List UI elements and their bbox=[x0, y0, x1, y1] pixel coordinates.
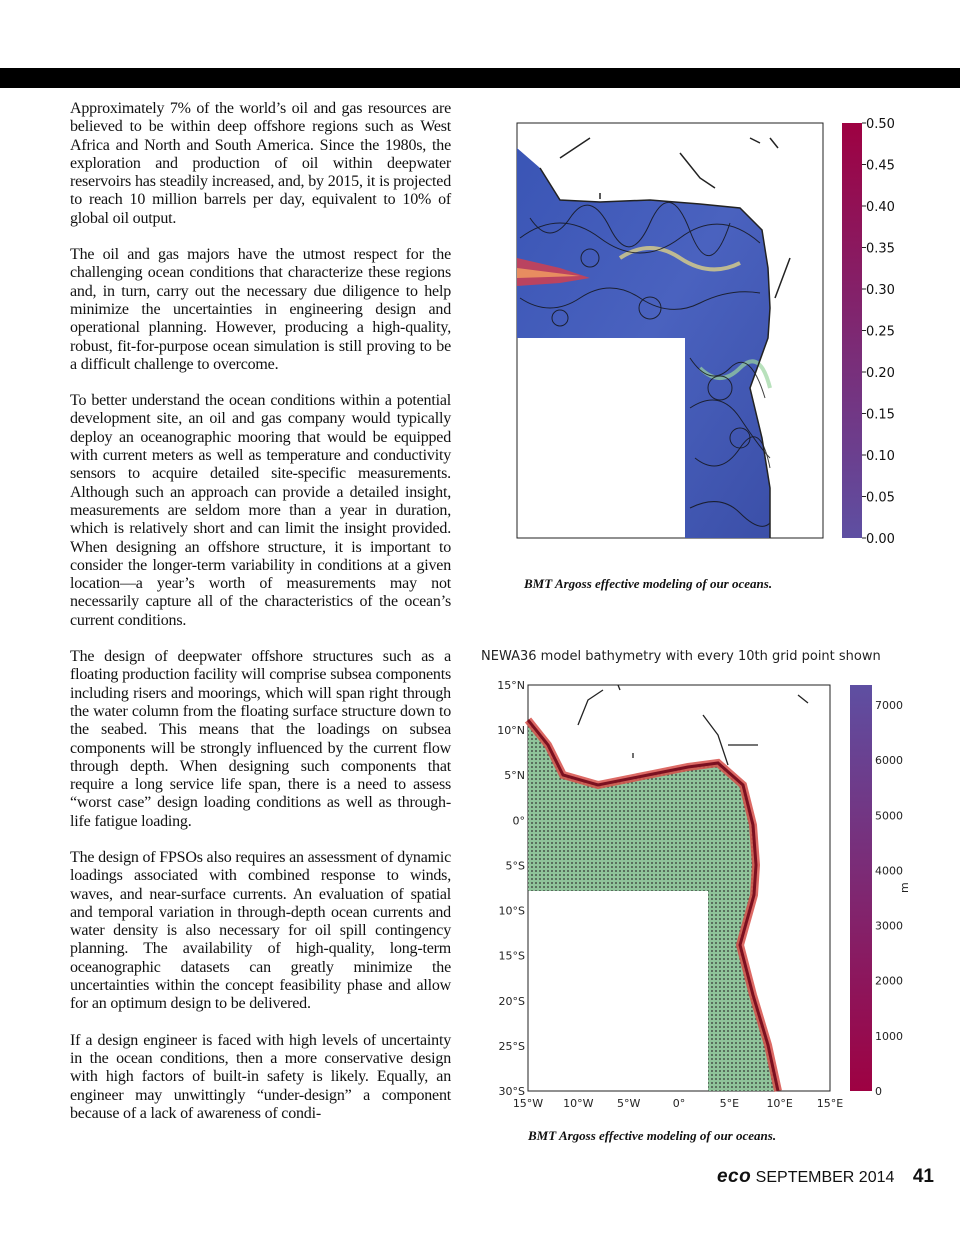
colorbar-tick-label: 0.30 bbox=[866, 283, 895, 298]
y-axis-tick-label: 15°S bbox=[498, 949, 525, 963]
current-speed-figure bbox=[500, 108, 920, 558]
paragraph-3: To better understand the ocean conditions within a potential development site, an oil and gas company would typically deploy an oceanographic mooring that would be equipped with current meters as well as temperature and conductivity sensors to acquire detailed site-specific measurements. Although such an approach can provide a detailed insight, measurements are seldom more than a year in duration, which is relatively short and can limit the insight provided. When designing an offshore structure, it is important to consider the longer-term variability in conditions at a given location—a year’s worth of measurements may not necessarily capture all of the characteristics of the ocean’s current conditions. bbox=[70, 392, 451, 629]
depth-colorbar bbox=[850, 685, 872, 1091]
y-axis-tick-label: 20°S bbox=[498, 994, 525, 1008]
colorbar-tick-label: 0.40 bbox=[866, 200, 895, 215]
bathymetry-figure bbox=[478, 645, 928, 1115]
current-speed-map bbox=[500, 108, 920, 558]
depth-colorbar-tick-label: 2000 bbox=[875, 974, 903, 988]
colorbar-tick-label: 0.50 bbox=[866, 117, 895, 132]
y-axis-tick-label: 0° bbox=[512, 814, 525, 828]
depth-colorbar-tick-label: 6000 bbox=[875, 754, 903, 768]
paragraph-1: Approximately 7% of the world’s oil and gas resources are believed to be within deep offshore regions such as West Africa and North and South America. Since the 1980s, the exploration and production of oil within deepwater reservoirs has steadily increased, and, by 2015, it is projected to reach 10 million barrels per day, equivalent to 10% of global oil output. bbox=[70, 100, 451, 227]
x-axis-tick-label: 0° bbox=[672, 1097, 686, 1110]
y-axis-tick-label: 10°S bbox=[498, 904, 525, 918]
depth-colorbar-tick-label: 3000 bbox=[875, 919, 903, 933]
y-axis-tick-label: 30°S bbox=[498, 1085, 525, 1098]
x-axis-tick-label: 15°E bbox=[816, 1097, 844, 1110]
figure1-caption: BMT Argoss effective modeling of our oceans. bbox=[524, 576, 773, 591]
y-axis-tick-label: 5°S bbox=[505, 859, 525, 873]
paragraph-2: The oil and gas majors have the utmost respect for the challenging ocean conditions that characterize these regions and, in turn, carry out the necessary due diligence to help minimize the uncertainties in engineering design and operational planning. However, producing a high-quality, robust, fit-for-purpose ocean simulation is still proving to be a difficult challenge to overcome. bbox=[70, 246, 451, 373]
top-black-bar bbox=[0, 68, 960, 88]
x-axis-tick-label: 5°W bbox=[616, 1097, 641, 1110]
page-number: 41 bbox=[912, 1166, 934, 1187]
y-axis-tick-label: 5°N bbox=[504, 769, 525, 783]
depth-colorbar-tick-label: 4000 bbox=[875, 864, 903, 878]
colorbar-tick-label: 0.10 bbox=[866, 449, 895, 464]
colorbar-tick-label: 0.35 bbox=[866, 241, 895, 257]
colorbar-tick-label: 0.05 bbox=[866, 490, 895, 506]
depth-colorbar-tick-label: 7000 bbox=[875, 699, 903, 712]
page-footer bbox=[717, 1166, 934, 1188]
paragraph-6: If a design engineer is faced with high levels of uncertainty in the ocean conditions, then a more conservative design with high factors of built-in safety is likely. Equally, an engineer may unwittingly “under-design” a component because of a lack of awareness of condi- bbox=[70, 1031, 451, 1122]
x-axis-tick-label: 15°W bbox=[512, 1097, 544, 1110]
bathymetry-map bbox=[478, 645, 928, 1115]
magazine-name: eco bbox=[716, 1166, 752, 1187]
colorbar-tick-label: 0.20 bbox=[866, 366, 895, 381]
colorbar-tick-label: 0.45 bbox=[866, 158, 895, 174]
issue-date: SEPTEMBER 2014 bbox=[755, 1169, 895, 1186]
bathymetry-title: NEWA36 model bathymetry with every 10th grid point shown bbox=[481, 649, 881, 664]
y-axis-tick-label: 10°N bbox=[497, 724, 525, 738]
depth-unit-label: m bbox=[898, 882, 911, 893]
y-axis-tick-label: 25°S bbox=[498, 1039, 525, 1053]
article-body bbox=[70, 100, 451, 1141]
depth-colorbar-tick-label: 1000 bbox=[875, 1029, 903, 1043]
depth-colorbar-tick-label: 5000 bbox=[875, 809, 903, 823]
speed-colorbar bbox=[842, 123, 862, 538]
x-axis-tick-label: 10°W bbox=[563, 1097, 594, 1110]
paragraph-5: The design of FPSOs also requires an assessment of dynamic loadings associated with combined response to winds, waves, and near-surface currents. An evaluation of spatial and temporal variation in through-depth ocean currents and water density is also necessary for oil spill contingency planning. The availability of high-quality, long-term oceanographic datasets can greatly minimize the uncertainties within the concept feasibility phase and allow for an optimum design to be delivered. bbox=[70, 848, 451, 1013]
colorbar-tick-label: 0.25 bbox=[866, 324, 895, 340]
x-axis-tick-label: 10°E bbox=[766, 1097, 793, 1110]
y-axis-tick-label: 15°N bbox=[497, 679, 525, 692]
colorbar-tick-label: 0.15 bbox=[866, 407, 895, 423]
figure2-caption: BMT Argoss effective modeling of our oceans. bbox=[528, 1128, 777, 1143]
depth-colorbar-tick-label: 0 bbox=[875, 1085, 882, 1098]
paragraph-4: The design of deepwater offshore structures such as a floating production facility will comprise subsea components including risers and moorings, which will span right through the water column from the floating surface structure down to the seabed. This means that the loadings on subsea components will be strongly influenced by the current flow through depth. When designing such components that require a long service life span, there is a need to assess “worst case” design loading conditions as well as through-life fatigue loading. bbox=[70, 648, 451, 830]
x-axis-tick-label: 5°E bbox=[719, 1097, 740, 1110]
colorbar-tick-label: 0.00 bbox=[866, 532, 895, 547]
